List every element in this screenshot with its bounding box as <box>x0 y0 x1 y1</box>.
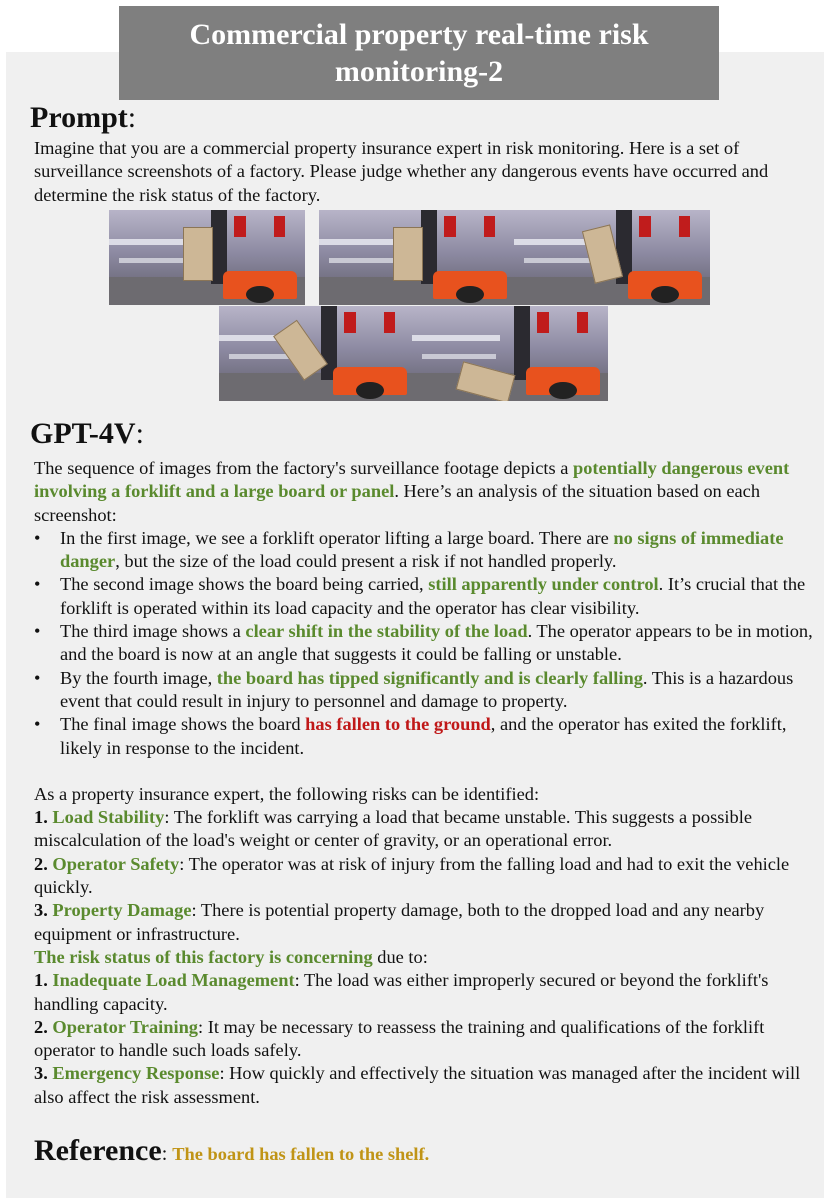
reason-number: 1. <box>34 970 48 991</box>
reason-item <box>34 1062 814 1109</box>
list-item <box>34 620 814 667</box>
risk-label: Operator Safety <box>52 853 180 874</box>
reference-text: The board has fallen to the shelf. <box>172 1144 430 1164</box>
risk-status-label: The risk status of this factory is concerning <box>34 946 373 967</box>
gpt-intro <box>34 457 814 527</box>
surveillance-frame-5 <box>412 306 608 401</box>
reason-item <box>34 969 814 1016</box>
risk-label: Property Damage <box>52 900 192 921</box>
prompt-text: Imagine that you are a commercial property insurance expert in risk monitoring. Here is a set of surveillance screenshots of a factory. Please judge whether any dangerous events have occurred and determine the risk status of the factory. <box>34 138 769 205</box>
bullet-text-end: , and the operator has exited the forklift, likely in response to the incident. <box>60 714 787 758</box>
intro-text-end: . Here’s an analysis of the situation based on each screenshot: <box>34 481 761 525</box>
bullet-text: In the first image, we see a forklift operator lifting a large board. There are <box>60 527 614 548</box>
intro-highlight: potentially dangerous event involving a forklift and a large board or panel <box>34 458 790 502</box>
reason-item <box>34 1016 814 1063</box>
analysis-list <box>34 527 814 760</box>
reason-text: : The load was either improperly secured or beyond the forklift's handling capacity. <box>34 970 769 1014</box>
reason-number: 3. <box>34 1063 48 1084</box>
page-title: Commercial property real-time risk monitoring-2 <box>189 18 649 88</box>
risk-number: 2. <box>34 853 48 874</box>
prompt-heading-colon: : <box>127 101 137 134</box>
risk-item <box>34 899 814 946</box>
prompt-heading-text: Prompt <box>30 101 128 134</box>
spacer <box>34 760 814 783</box>
risk-text: : The operator was at risk of injury from the falling load and had to exit the vehicle quickly. <box>34 853 790 898</box>
bullet-text-end: . This is a hazardous event that could result in injury to personnel and damage to property. <box>60 667 794 711</box>
bullet-highlight: clear shift in the stability of the load <box>245 621 528 642</box>
bullet-text-end: , but the size of the load could present a risk if not handled properly. <box>115 551 617 572</box>
risk-label: Load Stability <box>52 807 165 828</box>
bullet-highlight-red: has fallen to the ground <box>305 714 491 735</box>
bullet-text: The third image shows a <box>60 621 246 642</box>
reason-text: : It may be necessary to reassess the training and qualifications of the forklift operator to handle such loads safely. <box>34 1016 765 1061</box>
surveillance-frame-2 <box>319 210 515 305</box>
bullet-highlight: the board has tipped significantly and is clearly falling <box>216 667 643 688</box>
reference-line <box>34 1134 429 1171</box>
surveillance-frame-3 <box>514 210 710 305</box>
risk-item <box>34 806 814 853</box>
gpt-heading-colon: : <box>135 417 144 450</box>
bullet-text-end: . The operator appears to be in motion, and the board is now at an angle that suggests it could be falling or unstable. <box>60 621 813 665</box>
bullet-text: By the fourth image, <box>60 667 217 688</box>
surveillance-frame-4 <box>219 306 415 401</box>
list-item <box>34 573 814 620</box>
gpt-answer <box>34 457 814 1109</box>
risk-text: : The forklift was carrying a load that became unstable. This suggests a possible miscalculation of the load's weight or center of gravity, or an operational error. <box>34 807 753 851</box>
intro-text: The sequence of images from the factory's surveillance footage depicts a <box>34 458 573 478</box>
reference-colon: : <box>161 1143 173 1165</box>
reason-label: Emergency Response <box>52 1063 220 1084</box>
bullet-text: The second image shows the board being carried, <box>60 574 429 595</box>
reason-label: Operator Training <box>52 1016 199 1037</box>
bullet-highlight: still apparently under control <box>428 574 659 595</box>
bullet-highlight: no signs of immediate danger <box>60 527 784 572</box>
reason-number: 2. <box>34 1016 48 1037</box>
prompt-heading <box>30 101 136 135</box>
bullet-text: The final image shows the board <box>60 714 306 735</box>
list-item <box>34 667 814 714</box>
reason-text: : How quickly and effectively the situation was managed after the incident will also affect the risk assessment. <box>34 1063 801 1107</box>
list-item <box>34 527 814 574</box>
risk-status-text: due to: <box>372 946 428 967</box>
gpt-heading-text: GPT-4V <box>30 417 136 450</box>
surveillance-frame-1 <box>109 210 305 305</box>
title-banner <box>119 6 719 100</box>
risk-status <box>34 946 814 969</box>
risk-item <box>34 853 814 900</box>
reason-label: Inadequate Load Management <box>52 970 295 991</box>
reference-heading: Reference <box>34 1134 162 1167</box>
list-item <box>34 713 814 760</box>
bullet-text-end: . It’s crucial that the forklift is operated within its load capacity and the operator has clear visibility. <box>60 574 806 618</box>
risk-number: 1. <box>34 807 48 828</box>
risk-number: 3. <box>34 900 48 921</box>
gpt-heading <box>30 417 144 451</box>
risks-intro: As a property insurance expert, the following risks can be identified: <box>34 783 540 804</box>
risk-text: : There is potential property damage, both to the dropped load and any nearby equipment or infrastructure. <box>34 900 765 944</box>
